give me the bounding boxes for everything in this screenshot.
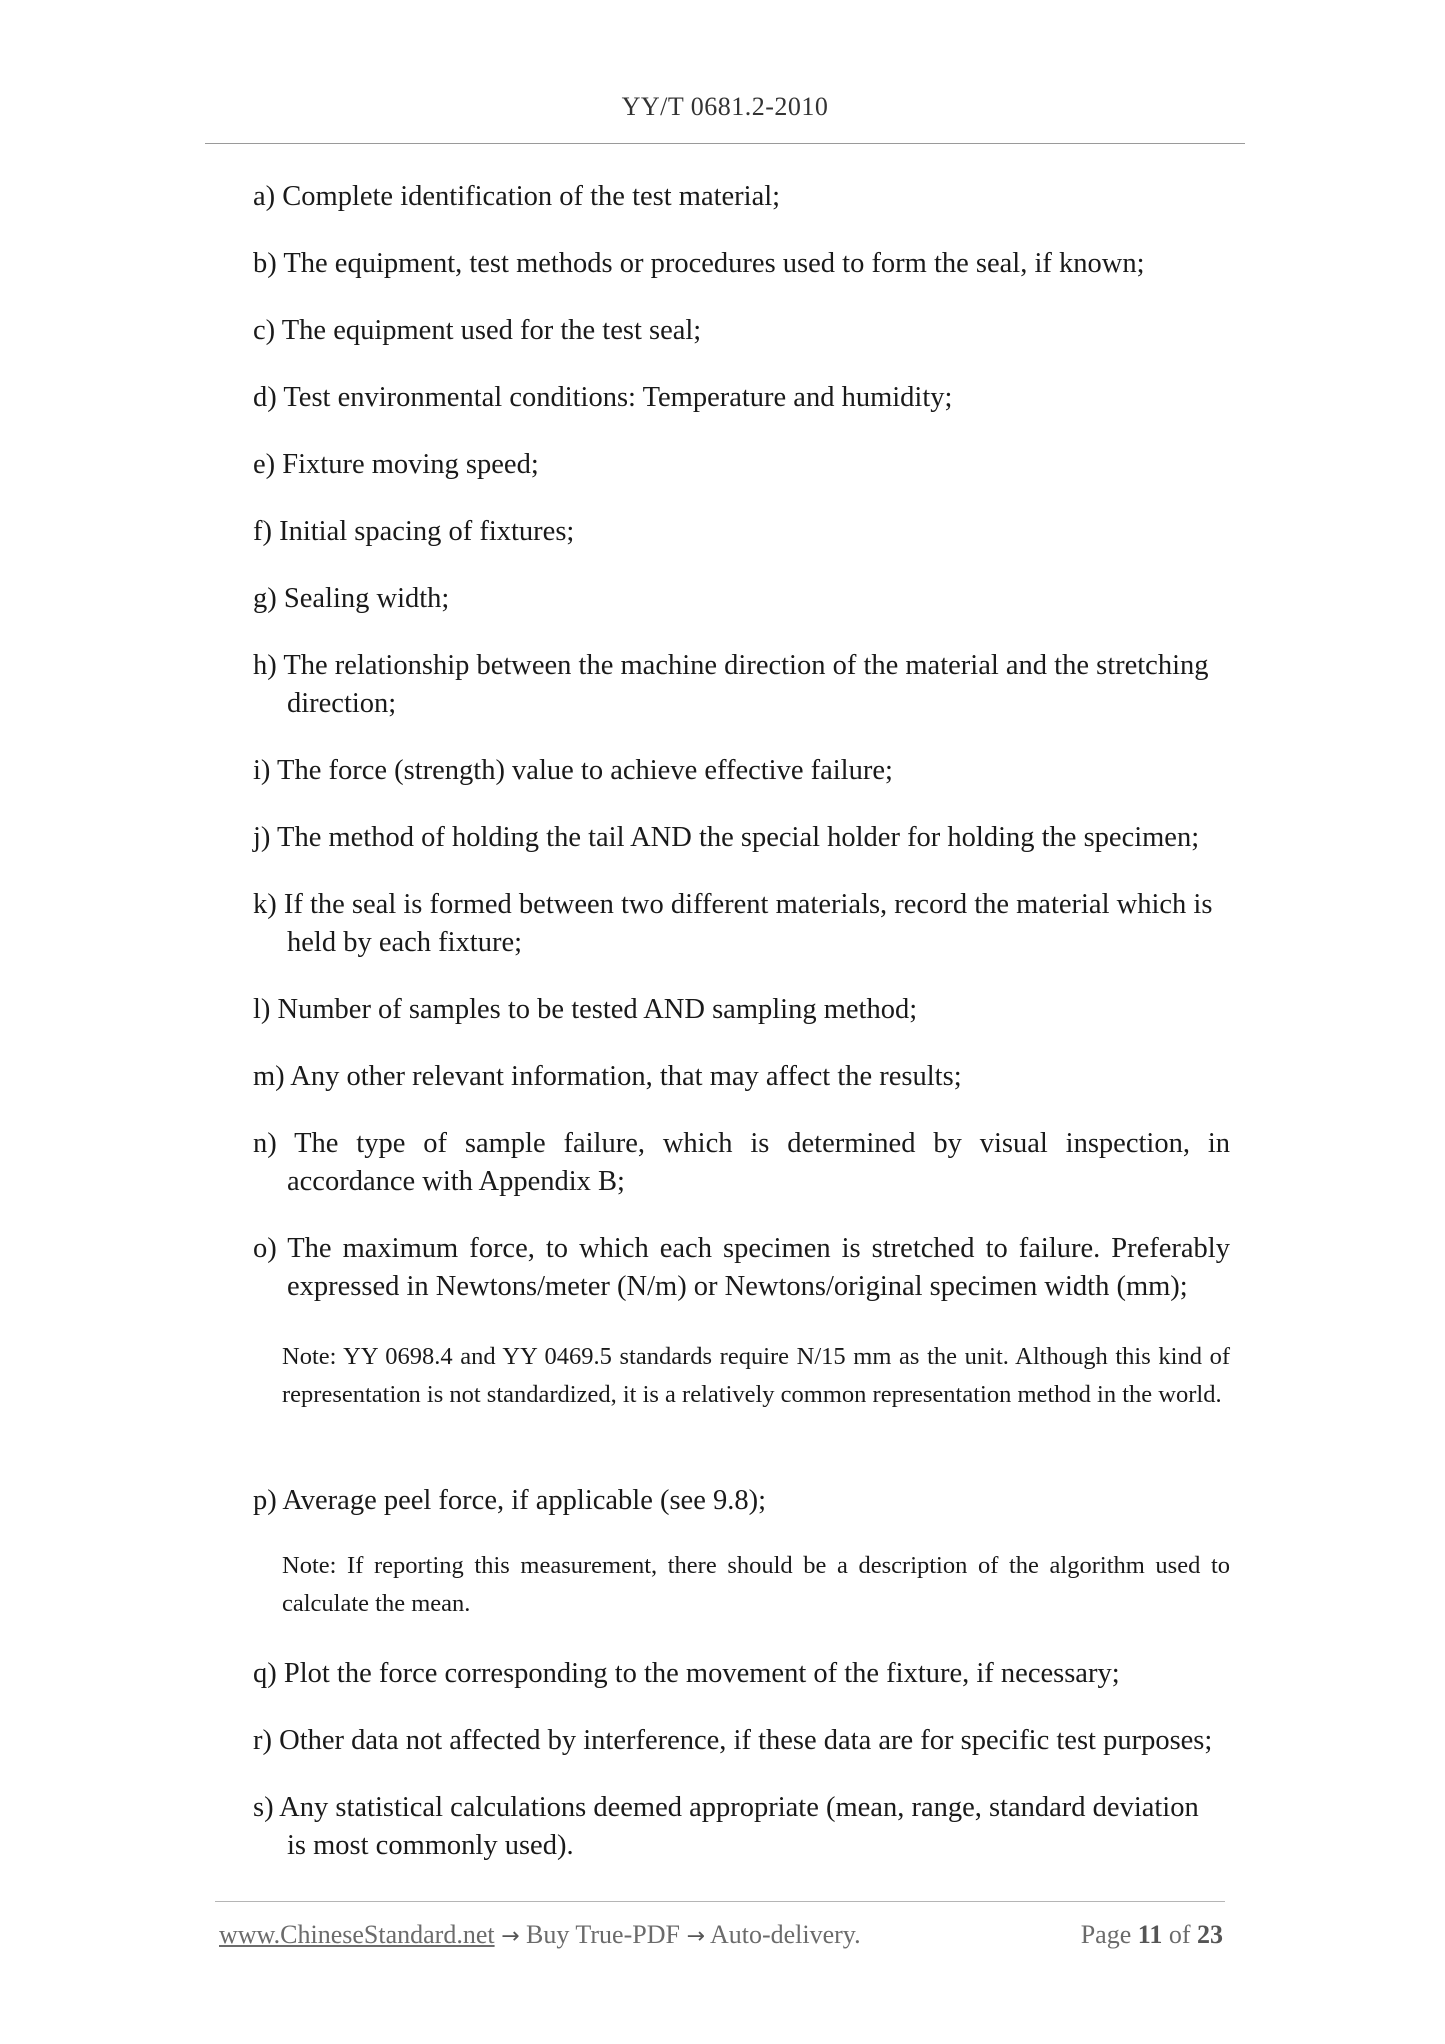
- item-text: The type of sample failure, which is determined by visual inspection, in: [294, 1128, 1230, 1159]
- list-item-c: [253, 312, 1230, 350]
- list-item-r: [253, 1722, 1230, 1760]
- item-text: Sealing width;: [283, 583, 450, 614]
- item-continuation: is most commonly used).: [287, 1830, 574, 1861]
- item-text: Any other relevant information, that may affect the results;: [290, 1061, 962, 1092]
- item-continuation: accordance with Appendix B;: [287, 1166, 625, 1197]
- item-continuation: expressed in Newtons/meter (N/m) or Newtons/original specimen width (mm);: [287, 1271, 1188, 1302]
- item-continuation: held by each fixture;: [287, 927, 523, 958]
- list-item-p: [253, 1482, 1230, 1520]
- website-link[interactable]: www.ChineseStandard.net: [219, 1920, 495, 1949]
- item-text: The equipment, test methods or procedures used to form the seal, if known;: [283, 248, 1145, 279]
- item-text: Test environmental conditions: Temperature and humidity;: [283, 382, 953, 413]
- item-label: d): [253, 382, 277, 413]
- list-item-a: [253, 178, 1230, 216]
- list-item-k: [253, 886, 1230, 962]
- item-text: Other data not affected by interference, if these data are for specific test purposes;: [279, 1725, 1213, 1756]
- list-item-s: [253, 1789, 1230, 1865]
- list-item-d: [253, 379, 1230, 417]
- item-text: Fixture moving speed;: [282, 449, 539, 480]
- buy-pdf-text: Buy True-PDF: [526, 1920, 680, 1949]
- item-label: h): [253, 650, 277, 681]
- item-label: c): [253, 315, 276, 346]
- item-label: n): [253, 1128, 277, 1159]
- item-label: q): [253, 1658, 277, 1689]
- item-text: The method of holding the tail AND the special holder for holding the specimen;: [277, 822, 1200, 853]
- item-label: i): [253, 755, 271, 786]
- item-text: The force (strength) value to achieve effective failure;: [277, 755, 893, 786]
- arrow-right-icon: →: [501, 1924, 520, 1949]
- item-label: s): [253, 1792, 274, 1823]
- item-label: f): [253, 516, 272, 547]
- item-label: p): [253, 1485, 277, 1516]
- item-label: o): [253, 1233, 277, 1264]
- item-continuation: direction;: [287, 688, 397, 719]
- note-units: Note: YY 0698.4 and YY 0469.5 standards require N/15 mm as the unit. Although this kind of representation is not standardized, it is a relatively common representation method in the world.: [282, 1343, 1230, 1408]
- item-text: Plot the force corresponding to the movement of the fixture, if necessary;: [283, 1658, 1120, 1689]
- list-item-h: [253, 647, 1230, 723]
- document-header: YY/T 0681.2-2010: [621, 92, 829, 121]
- list-item-m: [253, 1058, 1230, 1096]
- item-text: The relationship between the machine direction of the material and the stretching: [283, 650, 1209, 681]
- item-label: m): [253, 1061, 285, 1092]
- page-footer: [219, 1920, 1223, 1950]
- item-text: The maximum force, to which each specimen is stretched to failure. Preferably: [287, 1233, 1230, 1264]
- auto-delivery-text: Auto-delivery.: [709, 1920, 861, 1949]
- list-item-l: [253, 991, 1230, 1029]
- item-label: e): [253, 449, 276, 480]
- item-label: j): [253, 822, 271, 853]
- list-item-e: [253, 446, 1230, 484]
- item-text: The equipment used for the test seal;: [281, 315, 702, 346]
- arrow-right-icon: →: [686, 1924, 705, 1949]
- item-text: Complete identification of the test material;: [282, 181, 781, 212]
- list-item-g: [253, 580, 1230, 618]
- item-label: a): [253, 181, 276, 212]
- list-item-i: [253, 752, 1230, 790]
- list-item-q: [253, 1655, 1230, 1693]
- header-divider: [205, 143, 1245, 144]
- list-item-j: [253, 819, 1230, 857]
- note-average: Note: If reporting this measurement, there should be a description of the algorithm used to calculate the mean.: [282, 1552, 1230, 1617]
- item-text: If the seal is formed between two different materials, record the material which is: [283, 889, 1213, 920]
- item-text: Any statistical calculations deemed appropriate (mean, range, standard deviation: [279, 1792, 1199, 1823]
- page-current: 11: [1137, 1920, 1163, 1949]
- footer-divider: [215, 1901, 1225, 1902]
- list-item-n: [253, 1125, 1230, 1201]
- list-item-o: [253, 1230, 1230, 1306]
- item-label: g): [253, 583, 277, 614]
- item-label: r): [253, 1725, 272, 1756]
- page-total: 23: [1197, 1920, 1223, 1949]
- page-word: Page: [1080, 1920, 1132, 1949]
- item-text: Initial spacing of fixtures;: [279, 516, 575, 547]
- item-label: b): [253, 248, 277, 279]
- list-item-f: [253, 513, 1230, 551]
- item-label: l): [253, 994, 271, 1025]
- page-indicator: [1081, 1920, 1223, 1950]
- item-text: Number of samples to be tested AND sampling method;: [277, 994, 918, 1025]
- list-item-b: [253, 245, 1230, 283]
- item-label: k): [253, 889, 277, 920]
- item-text: Average peel force, if applicable (see 9.8);: [282, 1485, 767, 1516]
- of-word: of: [1168, 1920, 1191, 1949]
